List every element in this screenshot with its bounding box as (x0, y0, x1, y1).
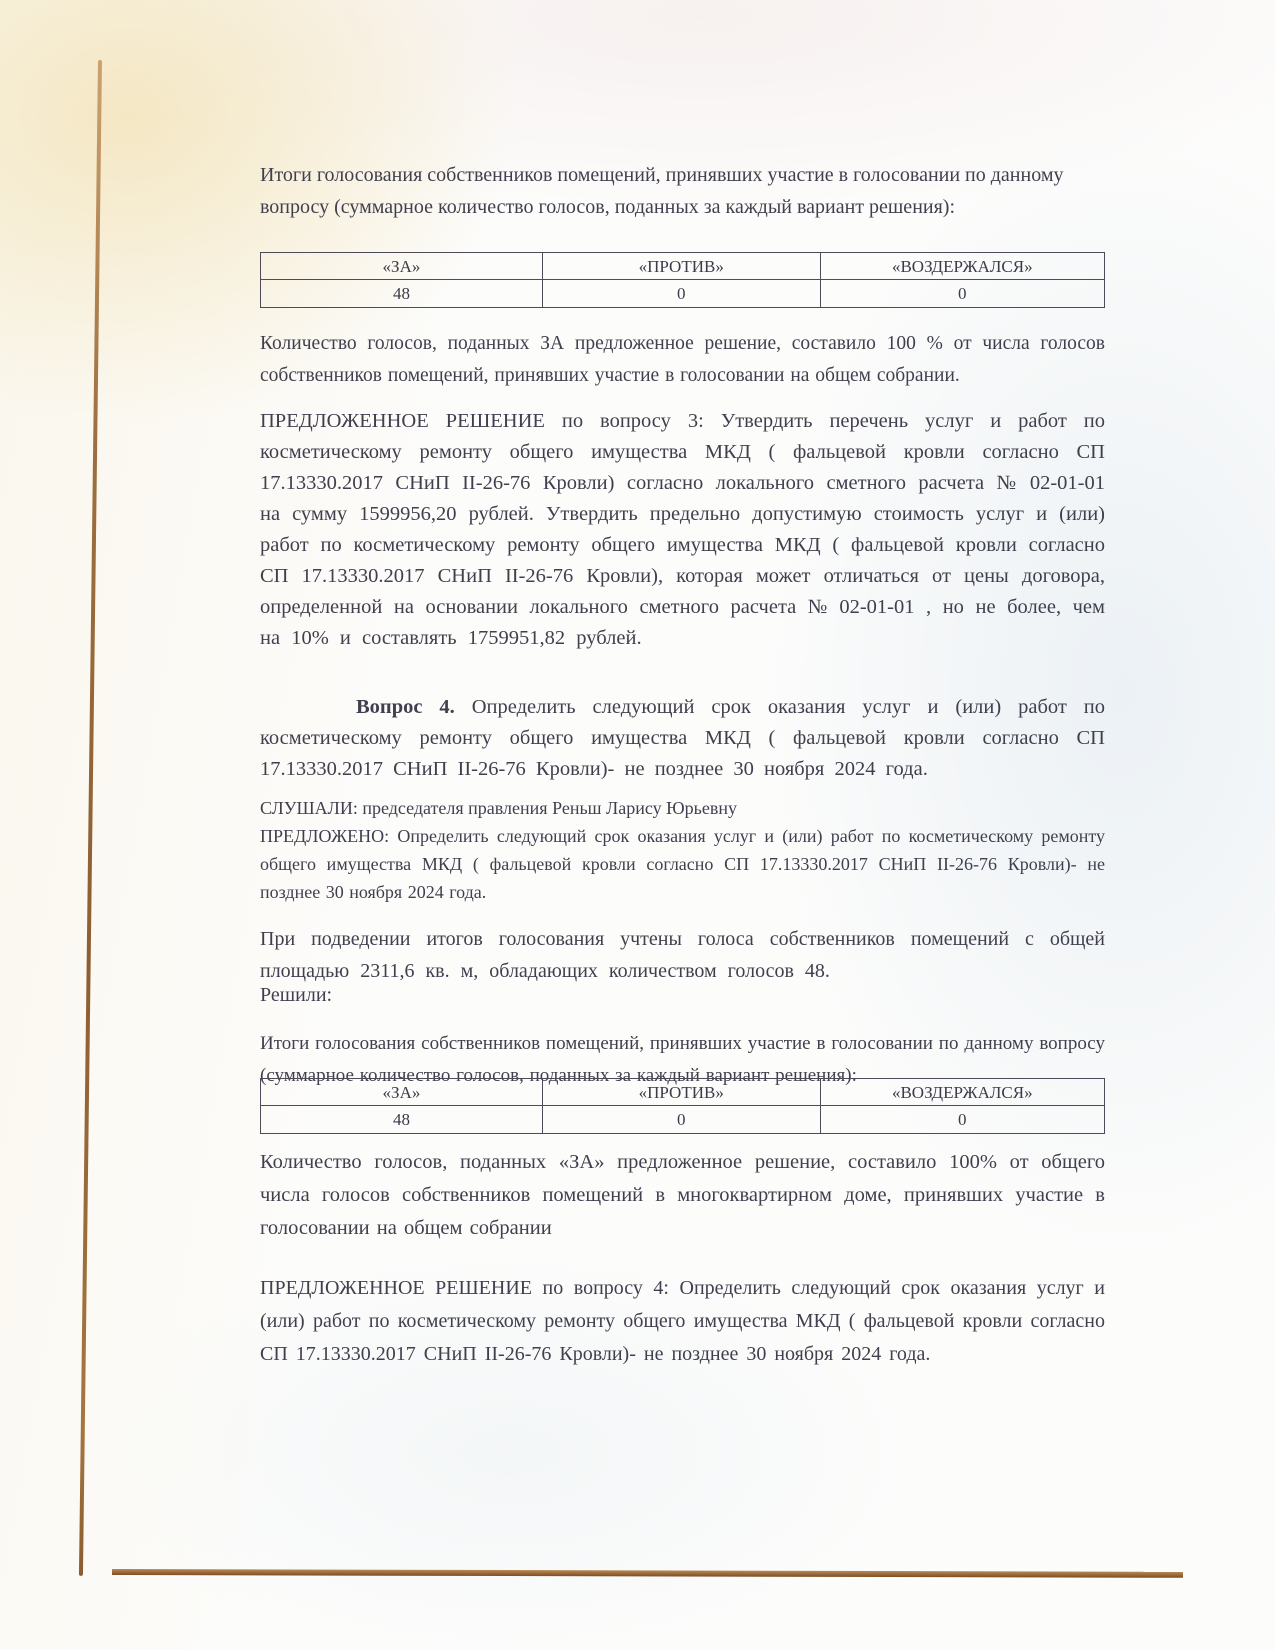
q4-heard-line: СЛУШАЛИ: председателя правления Реньш Ларису Юрьевну (260, 798, 737, 818)
q3-vote-table (260, 252, 1105, 308)
q4-header-protiv: «ПРОТИВ» (542, 1079, 820, 1106)
q3-votes-za: 48 (261, 280, 543, 308)
q4-votes-vozderzhalsya: 0 (820, 1106, 1104, 1134)
q4-decided-label: Решили: (260, 984, 333, 1006)
q4-vote-table-values-row (261, 1106, 1105, 1134)
q4-heading-text: Определить следующий срок оказания услуг и (или) работ по косметическому ремонту общего имущества МКД ( фальцевой кровли согласно СП 17.13330.2017 СНиП II-26-76 Кровли)- не позднее 30 ноября 2024 года. (260, 696, 1105, 780)
q3-header-protiv: «ПРОТИВ» (542, 253, 820, 280)
q4-header-za: «ЗА» (261, 1079, 543, 1106)
q4-votes-summary: Количество голосов, поданных «ЗА» предложенное решение, составило 100% от общего числа голосов собственников помещений в многоквартирном доме, принявших участие в голосовании на общем собрании (260, 1151, 1105, 1239)
q3-votes-summary: Количество голосов, поданных ЗА предложенное решение, составило 100 % от числа голосов собственников помещений, принявших участие в голосовании на общем собрании. (260, 333, 1105, 386)
q4-proposed-resolution: ПРЕДЛОЖЕННОЕ РЕШЕНИЕ по вопросу 4: Определить следующий срок оказания услуг и (или) работ по косметическому ремонту общего имущества МКД ( фальцевой кровли согласно СП 17.13330.2017 СНиП II-26-76 Кровли)- не позднее 30 ноября 2024 года. (260, 1277, 1105, 1365)
q4-vote-table (260, 1078, 1105, 1134)
q3-vote-table-values-row (261, 280, 1105, 308)
q3-votes-vozderzhalsya: 0 (820, 280, 1104, 308)
page-edge-left (79, 60, 102, 1576)
q4-vote-table-header-row (261, 1079, 1105, 1106)
q4-results-intro: Итоги голосования собственников помещений, принявших участие в голосовании по данному вопросу (суммарное количество голосов, поданных за каждый вариант решения): (260, 1033, 1105, 1086)
q4-heading-label: Вопрос 4. (356, 696, 455, 718)
document-content (260, 0, 1105, 1650)
q3-header-za: «ЗА» (261, 253, 543, 280)
q4-votes-protiv: 0 (542, 1106, 820, 1134)
q4-proposed-line: ПРЕДЛОЖЕНО: Определить следующий срок оказания услуг и (или) работ по косметическому ремонту общего имущества МКД ( фальцевой кровли согласно СП 17.13330.2017 СНиП II-26-76 Кровли)- не позднее 30 ноября 2024 года. (260, 826, 1105, 902)
q4-counting-note: При подведении итогов голосования учтены голоса собственников помещений с общей площадью 2311,6 кв. м, обладающих количеством голосов 48. (260, 928, 1105, 982)
q4-heading (260, 692, 1105, 785)
q3-results-intro: Итоги голосования собственников помещений, принявших участие в голосовании по данному вопросу (суммарное количество голосов, поданных за каждый вариант решения): (260, 164, 1064, 218)
q3-header-vozderzhalsya: «ВОЗДЕРЖАЛСЯ» (820, 253, 1104, 280)
q4-votes-za: 48 (261, 1106, 543, 1134)
q3-proposed-resolution: ПРЕДЛОЖЕННОЕ РЕШЕНИЕ по вопросу 3: Утвердить перечень услуг и работ по косметическому ремонту общего имущества МКД ( фальцевой кровли согласно СП 17.13330.2017 СНиП II-26-76 Кровли) согласно локального сметного расчета № 02-01-01 на сумму 1599956,20 рублей. Утвердить предельно допустимую стоимость услуг и (или) работ по косметическому ремонту общего имущества МКД ( фальцевой кровли согласно СП 17.13330.2017 СНиП II-26-76 Кровли), которая может отличаться от цены договора, определенной на основании локального сметного расчета № 02-01-01 , но не более, чем на 10% и составлять 1759951,82 рублей. (260, 410, 1105, 649)
q3-votes-protiv: 0 (542, 280, 820, 308)
q4-header-vozderzhalsya: «ВОЗДЕРЖАЛСЯ» (820, 1079, 1104, 1106)
q3-vote-table-header-row (261, 253, 1105, 280)
